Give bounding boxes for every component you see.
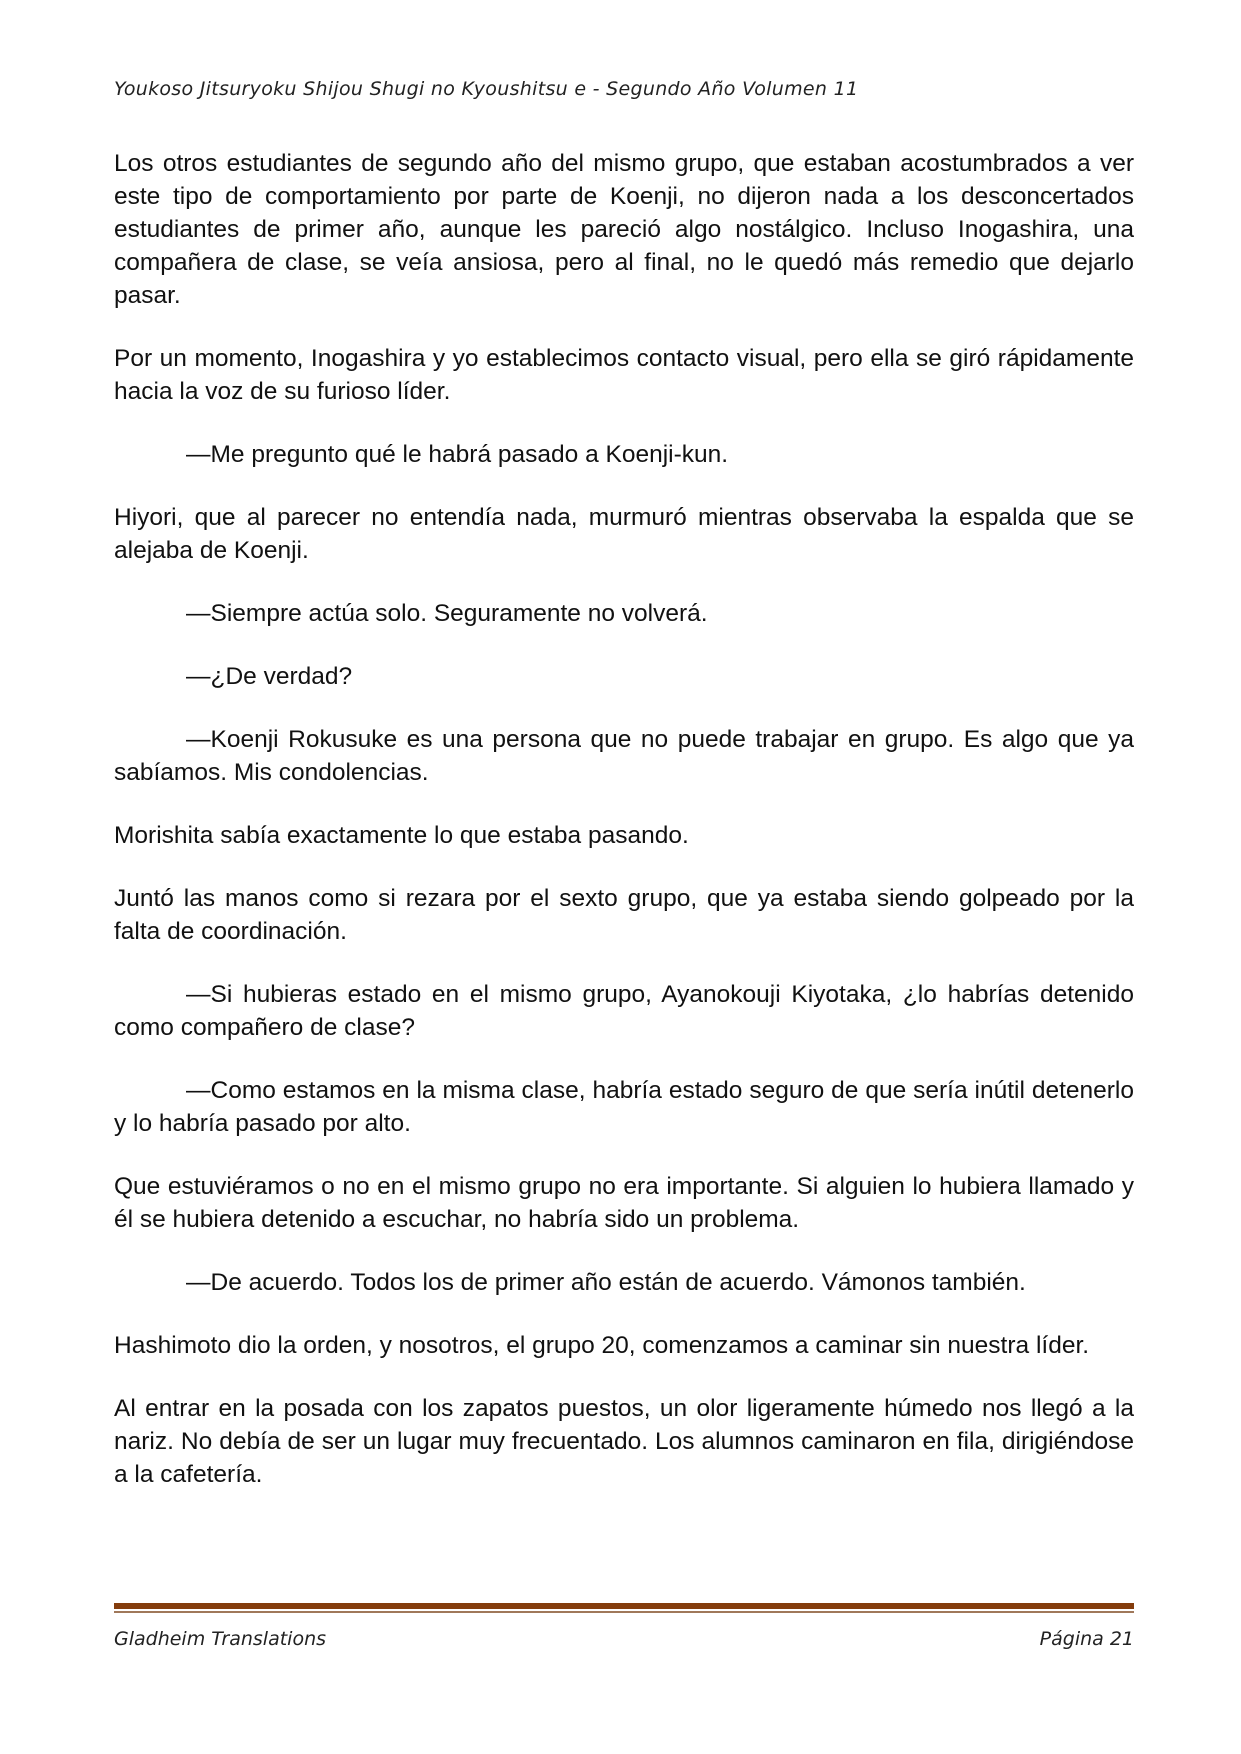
paragraph: Por un momento, Inogashira y yo establecimos contacto visual, pero ella se giró rápidamente hacia la voz de su furioso líder. [114,345,1134,405]
paragraph: Hashimoto dio la orden, y nosotros, el grupo 20, comenzamos a caminar sin nuestra líder. [114,1332,1090,1359]
dialogue-line: —Koenji Rokusuke es una persona que no puede trabajar en grupo. Es algo que ya sabíamos. Mis condolencias. [114,726,1134,786]
paragraph: Al entrar en la posada con los zapatos puestos, un olor ligeramente húmedo nos llegó a la nariz. No debía de ser un lugar muy frecuentado. Los alumnos caminaron en fila, dirigiéndose a la cafetería. [114,1395,1134,1488]
paragraph: Hiyori, que al parecer no entendía nada, murmuró mientras observaba la espalda que se alejaba de Koenji. [114,504,1134,564]
dialogue-line: —¿De verdad? [186,663,353,690]
paragraph: Los otros estudiantes de segundo año del mismo grupo, que estaban acostumbrados a ver este tipo de comportamiento por parte de Koenji, no dijeron nada a los desconcertados estudiantes de primer año, aunque les pareció algo nostálgico. Incluso Inogashira, una compañera de clase, se veía ansiosa, pero al final, no le quedó más remedio que dejarlo pasar. [114,150,1134,309]
running-header: Youkoso Jitsuryoku Shijou Shugi no Kyoushitsu e - Segundo Año Volumen 11 [114,78,859,100]
paragraph: Que estuviéramos o no en el mismo grupo no era importante. Si alguien lo hubiera llamado y él se hubiera detenido a escuchar, no habría sido un problema. [114,1173,1134,1233]
footer-rule [114,1603,1134,1613]
paragraph: Morishita sabía exactamente lo que estaba pasando. [114,822,689,849]
footer-rule-thin [114,1611,1134,1613]
dialogue-line: —De acuerdo. Todos los de primer año están de acuerdo. Vámonos también. [186,1269,1026,1296]
page-body [114,147,1134,1521]
dialogue-line: —Si hubieras estado en el mismo grupo, Ayanokouji Kiyotaka, ¿lo habrías detenido como compañero de clase? [114,981,1134,1041]
footer-rule-thick [114,1603,1134,1609]
paragraph: Juntó las manos como si rezara por el sexto grupo, que ya estaba siendo golpeado por la falta de coordinación. [114,885,1134,945]
footer-credit: Gladheim Translations [114,1628,327,1650]
dialogue-line: —Me pregunto qué le habrá pasado a Koenji-kun. [186,441,729,468]
dialogue-line: —Siempre actúa solo. Seguramente no volverá. [186,600,708,627]
dialogue-line: —Como estamos en la misma clase, habría estado seguro de que sería inútil detenerlo y lo habría pasado por alto. [114,1077,1134,1137]
page-number: Página 21 [1039,1628,1134,1650]
